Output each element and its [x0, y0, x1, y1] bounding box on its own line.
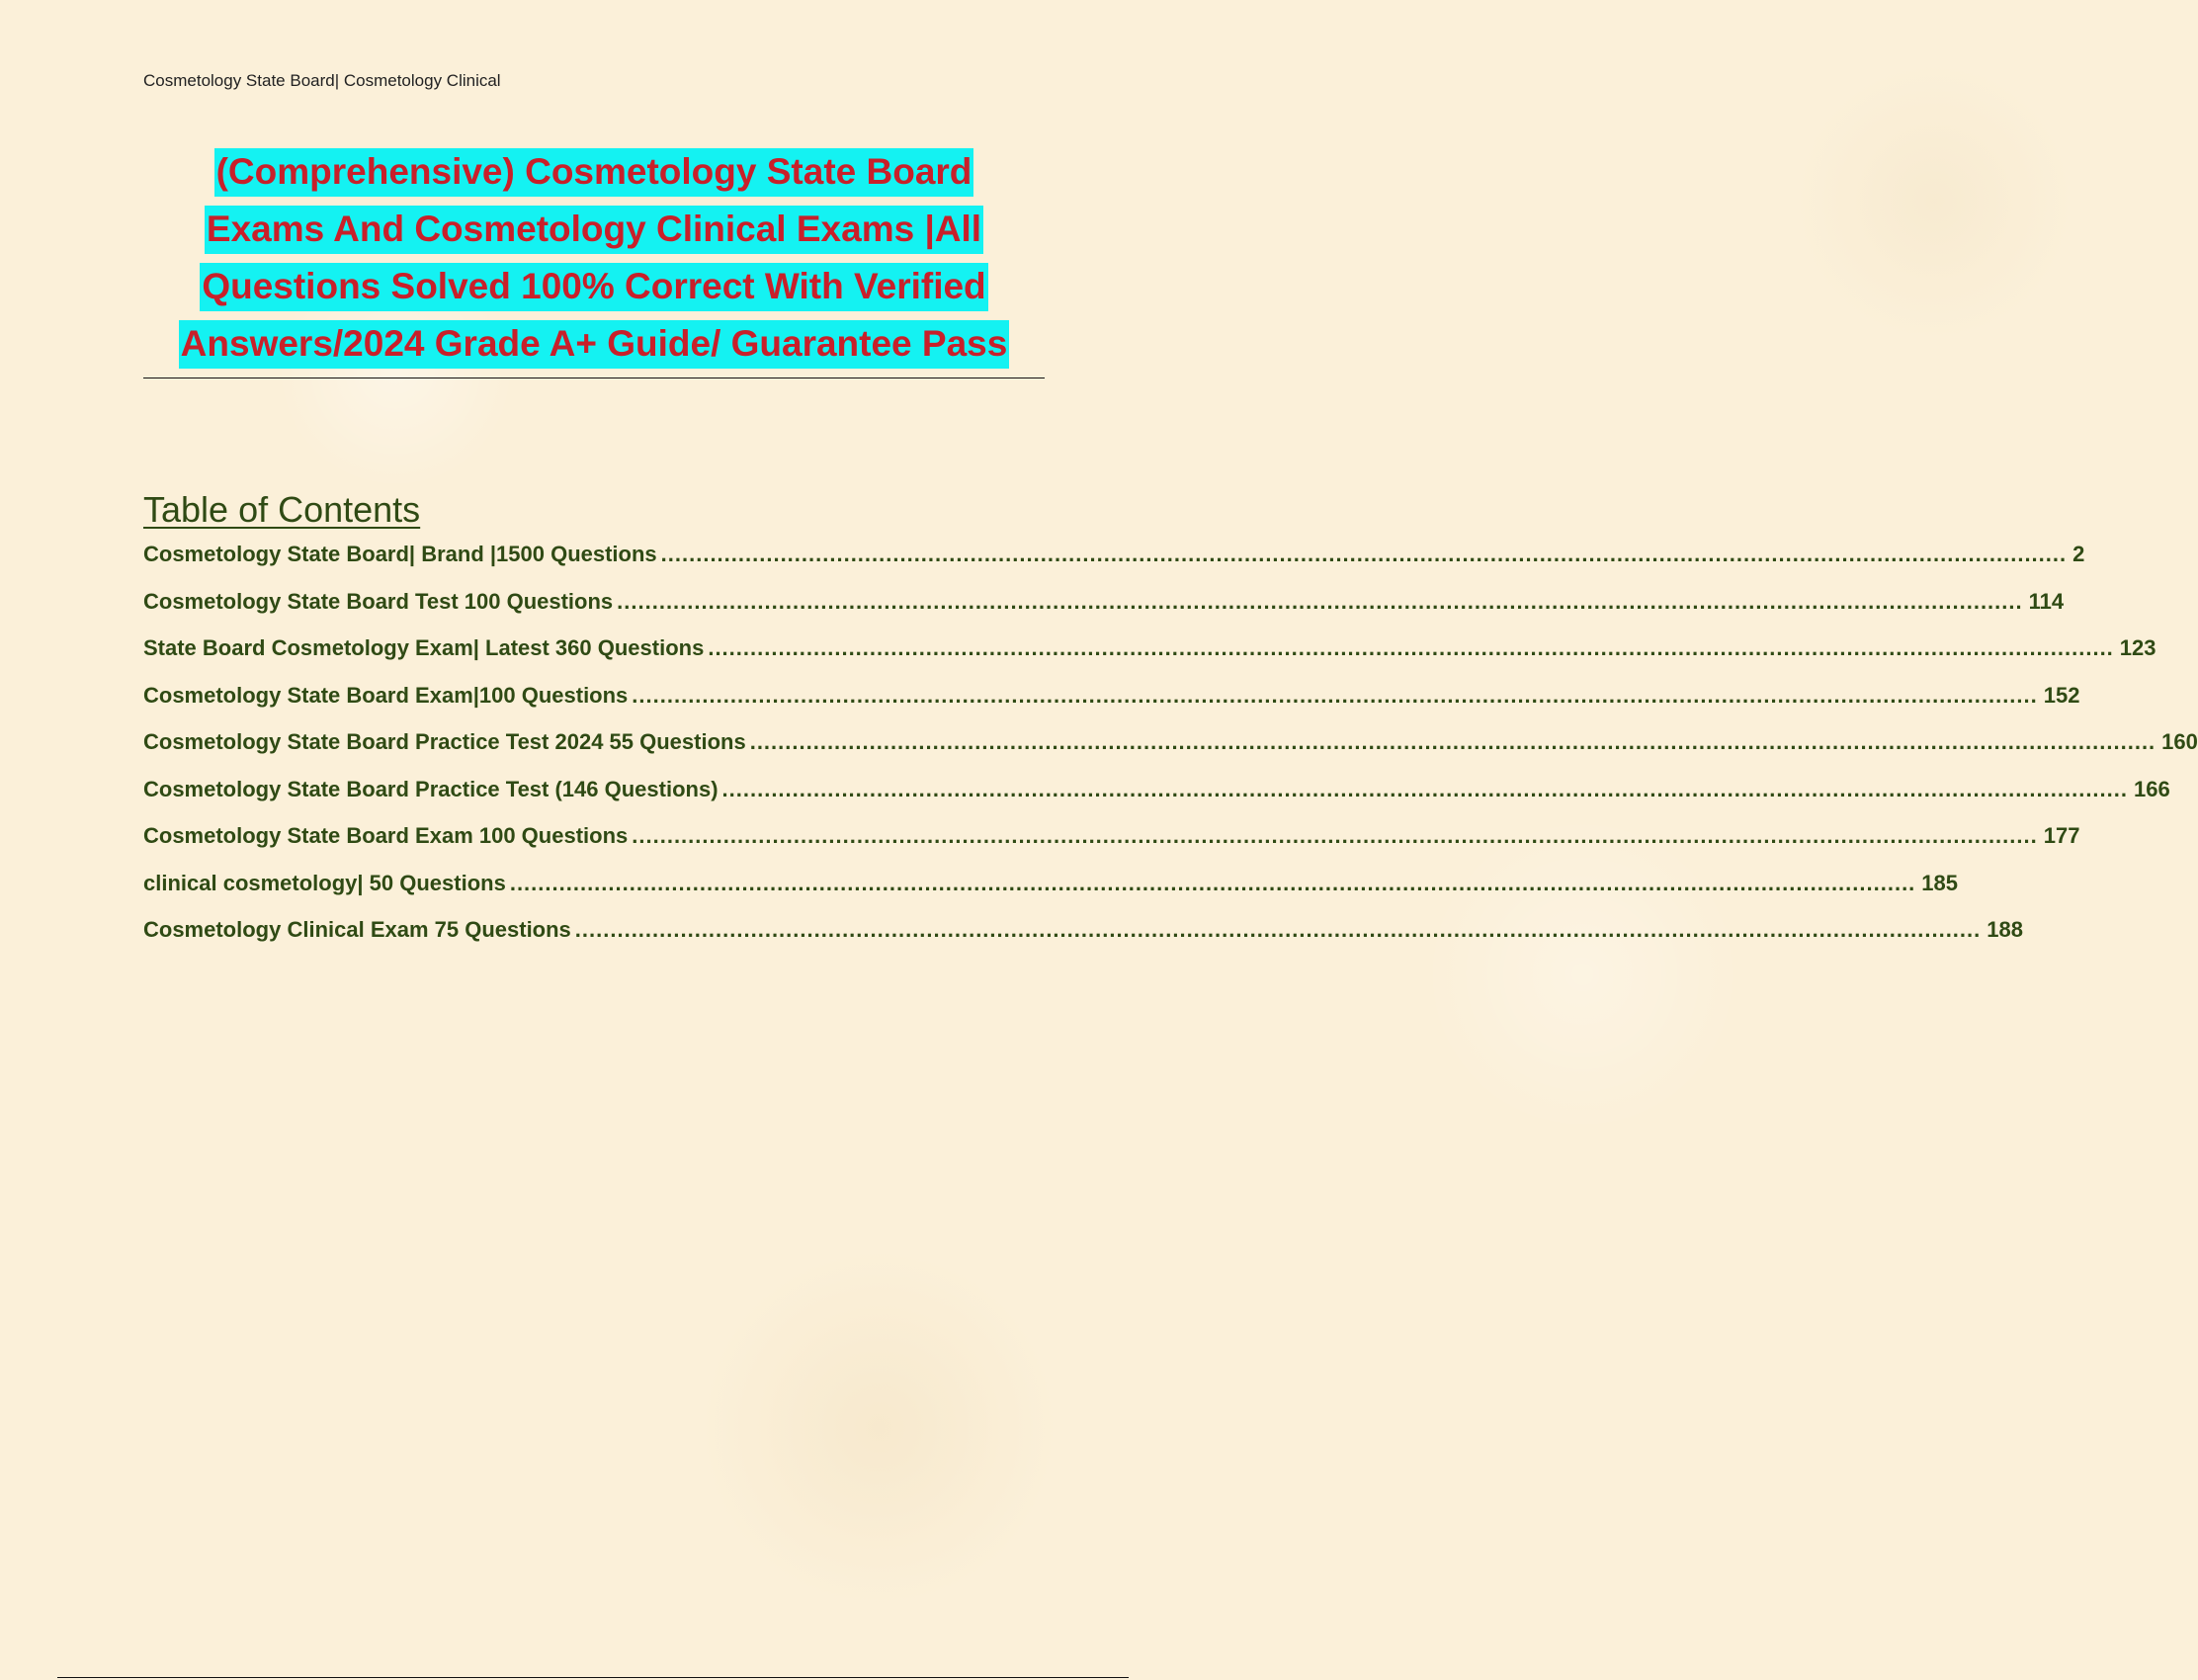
toc-entry[interactable] [143, 821, 2080, 869]
toc-entry-title: Cosmetology Clinical Exam 75 Questions [143, 917, 571, 942]
toc-entry[interactable] [143, 869, 1959, 916]
dot-leader: ........................................................................................................................................................................................................ [632, 682, 2038, 708]
footer-divider [57, 1677, 1129, 1678]
toc-entry-title: Cosmetology State Board Exam|100 Questions [143, 682, 629, 708]
running-header: Cosmetology State Board| Cosmetology Clinical [143, 71, 501, 90]
toc-entry-page: 185 [1921, 870, 1959, 895]
toc-entry-title: clinical cosmetology| 50 Questions [143, 870, 506, 895]
toc-entry-page: 2 [2072, 542, 2085, 566]
dot-leader: ........................................................................................................................................................................................................ [509, 870, 1916, 895]
toc-entry-title: Cosmetology State Board Exam 100 Questions [143, 823, 629, 848]
toc-entry[interactable] [143, 775, 2170, 822]
dot-leader: ........................................................................................................................................................................................................ [708, 635, 2114, 660]
toc-entry-page: 188 [1987, 917, 2023, 942]
toc-entry[interactable] [143, 633, 2156, 681]
title-line: Exams And Cosmetology Clinical Exams |All [205, 206, 983, 254]
dot-leader: ........................................................................................................................................................................................................ [574, 917, 1982, 942]
toc-entry-page: 123 [2119, 635, 2156, 660]
table-of-contents [143, 540, 2198, 963]
dot-leader: ........................................................................................................................................................................................................ [632, 823, 2038, 848]
toc-entry-title: Cosmetology State Board| Brand |1500 Questions [143, 542, 657, 566]
toc-entry[interactable] [143, 540, 2085, 587]
dot-leader: ........................................................................................................................................................................................................ [617, 588, 2023, 614]
toc-entry[interactable] [143, 587, 2065, 634]
toc-entry[interactable] [143, 915, 2023, 963]
toc-entry-title: Cosmetology State Board Test 100 Questions [143, 588, 614, 614]
toc-entry-page: 166 [2134, 776, 2170, 801]
dot-leader: ........................................................................................................................................................................................................ [660, 542, 2068, 566]
title-line: Answers/2024 Grade A+ Guide/ Guarantee Pass [179, 320, 1010, 369]
toc-entry[interactable] [143, 727, 2198, 775]
toc-heading: Table of Contents [143, 489, 421, 530]
toc-entry-title: Cosmetology State Board Practice Test 2024 55 Questions [143, 729, 746, 754]
toc-entry-page: 177 [2043, 823, 2080, 848]
toc-entry-page: 160 [2161, 729, 2198, 754]
title-line: (Comprehensive) Cosmetology State Board [214, 148, 974, 197]
toc-entry-title: State Board Cosmetology Exam| Latest 360 Questions [143, 635, 705, 660]
document-title [143, 143, 1045, 373]
dot-leader: ........................................................................................................................................................................................................ [721, 776, 2128, 801]
dot-leader: ........................................................................................................................................................................................................ [749, 729, 2156, 754]
toc-entry[interactable] [143, 681, 2080, 728]
title-line: Questions Solved 100% Correct With Verified [200, 263, 987, 311]
toc-entry-page: 152 [2043, 682, 2080, 708]
toc-entry-page: 114 [2028, 588, 2065, 614]
toc-entry-title: Cosmetology State Board Practice Test (146 Questions) [143, 776, 719, 801]
